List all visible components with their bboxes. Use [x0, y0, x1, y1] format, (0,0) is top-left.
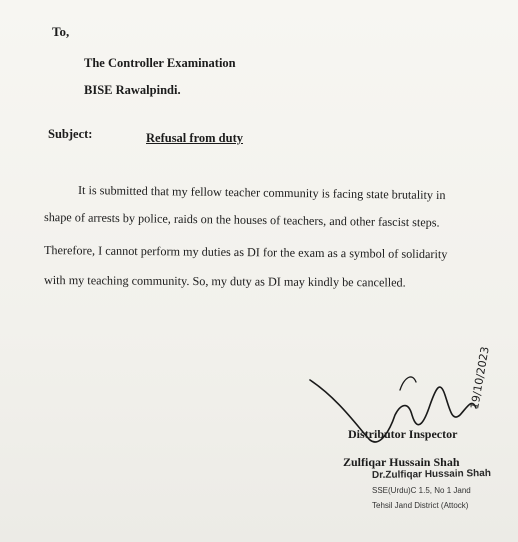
subject-label: Subject:	[48, 127, 93, 141]
signature-title: Distributor Inspector	[348, 427, 458, 441]
stamp-line-3: Tehsil Jand District (Attock)	[372, 501, 469, 510]
body-line-1: It is submitted that my fellow teacher community is facing state brutality in	[77, 183, 446, 203]
body-line-4: with my teaching community. So, my duty as DI may kindly be cancelled.	[43, 273, 406, 290]
stamp-line-2: SSE(Urdu)C 1.5, No 1 Jand	[372, 486, 471, 495]
stamp-line-1: Dr.Zulfiqar Hussain Shah	[371, 467, 492, 482]
recipient-line-2: BISE Rawalpindi.	[84, 83, 181, 97]
salutation-to: To,	[52, 24, 70, 39]
handwritten-date: 19/10/2023	[468, 345, 492, 411]
subject-text: Refusal from duty	[146, 131, 243, 145]
signature-name: Zulfiqar Hussain Shah	[343, 455, 460, 469]
body-line-3: Therefore, I cannot perform my duties as DI for the exam as a symbol of solidarity	[43, 243, 448, 262]
recipient-line-1: The Controller Examination	[84, 56, 236, 70]
body-line-2: shape of arrests by police, raids on the houses of teachers, and other fascist steps.	[43, 210, 440, 230]
